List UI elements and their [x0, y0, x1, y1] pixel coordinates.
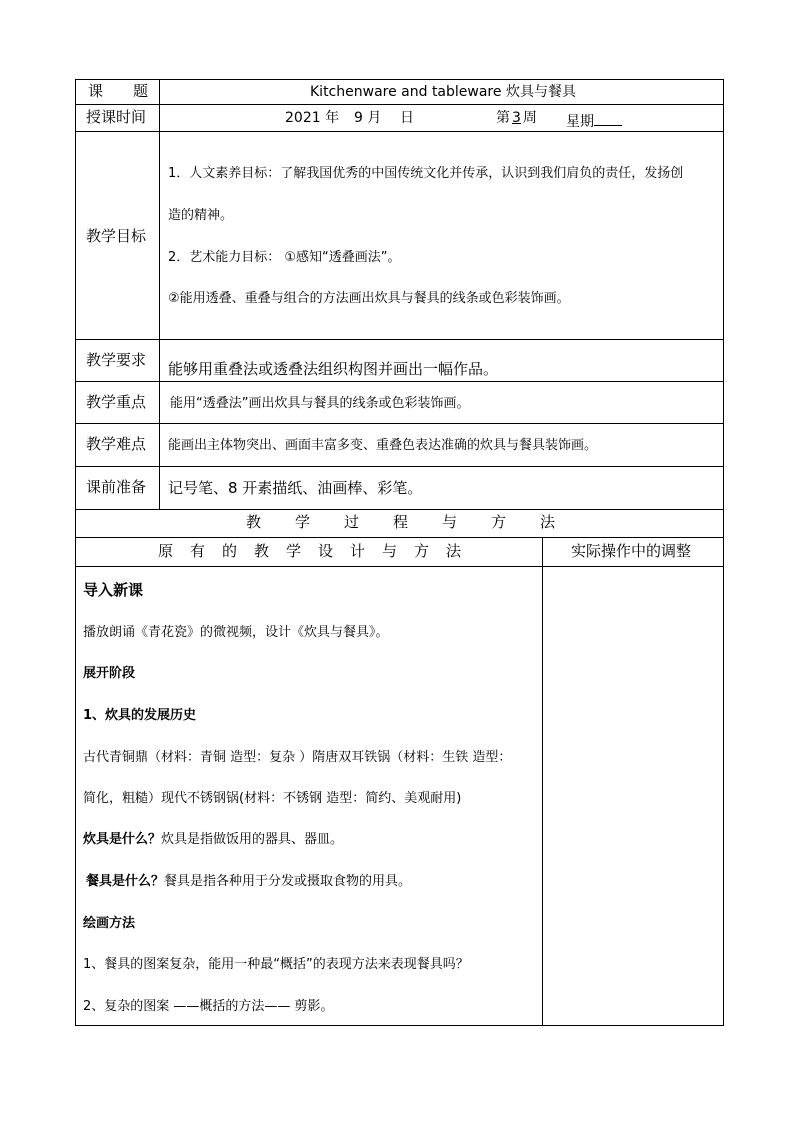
- rule-after-goals: [75, 339, 724, 340]
- process-header-4: 与: [442, 513, 458, 531]
- question-cookware: [83, 833, 343, 846]
- design-header-6: 计: [350, 542, 366, 560]
- rule-after-topic: [75, 104, 724, 105]
- time-week: [496, 111, 537, 125]
- process-header-1: 学: [295, 513, 311, 531]
- week-number: 3: [512, 110, 521, 126]
- difficulties-label: 教学难点: [86, 435, 147, 453]
- question-cookware-text: 炊具是指做饭用的器具、器皿。: [161, 832, 344, 847]
- design-header-4: 学: [286, 542, 302, 560]
- keypoints-value: 能用“透叠法”画出炊具与餐具的线条或色彩装饰画。: [170, 396, 470, 411]
- process-header-6: 法: [540, 513, 556, 531]
- topic-label-a: 课: [88, 82, 104, 100]
- goals-line3: 2．艺术能力目标： ①感知“透叠画法”。: [168, 250, 401, 265]
- difficulties-value: 能画出主体物突出、画面丰富多变、重叠色表达准确的炊具与餐具装饰画。: [168, 438, 598, 453]
- weekday-blank: [594, 111, 622, 126]
- process-header-3: 程: [393, 513, 409, 531]
- preparation-value: 记号笔、8 开素描纸、油画棒、彩笔。: [168, 479, 423, 497]
- weekday-label: 星期: [566, 114, 594, 130]
- label-column-divider: [159, 79, 160, 510]
- method-line1: 1、餐具的图案复杂，能用一种最“概括”的表现方法来表现餐具吗？: [83, 957, 469, 972]
- requirements-value: 能够用重叠法或透叠法组织构图并画出一幅作品。: [168, 360, 499, 378]
- rule-after-time: [75, 131, 724, 132]
- rule-after-keypoints: [75, 423, 724, 424]
- border-right: [723, 79, 724, 1026]
- history-line1: 古代青铜鼎（材料：青铜 造型：复杂 ）隋唐双耳铁锅（材料：生铁 造型：: [83, 750, 512, 765]
- method-title: 绘画方法: [83, 916, 136, 931]
- question-tableware-text: 餐具是指各种用于分发或摄取食物的用具。: [164, 874, 412, 889]
- time-month: 9 月: [354, 110, 382, 126]
- rule-after-process-header: [75, 537, 724, 538]
- design-header-8: 方: [414, 542, 430, 560]
- rule-after-subheader: [75, 566, 724, 567]
- time-weekday: [566, 111, 622, 129]
- border-top: [75, 79, 724, 80]
- design-header-5: 设: [318, 542, 334, 560]
- rule-after-requirements: [75, 381, 724, 382]
- question-cookware-bold: 炊具是什么？: [83, 832, 162, 847]
- design-header-0: 原: [158, 542, 174, 560]
- border-bottom: [75, 1025, 724, 1026]
- goals-line1: 1．人文素养目标：了解我国优秀的中国传统文化并传承，认识到我们肩负的责任，发扬创: [168, 166, 684, 181]
- border-left: [75, 79, 76, 1026]
- rule-after-difficulties: [75, 466, 724, 467]
- design-header-9: 法: [446, 542, 462, 560]
- question-tableware-bold: 餐具是什么？: [86, 874, 165, 889]
- goals-label: 教学目标: [86, 227, 147, 245]
- question-tableware: [86, 875, 411, 888]
- rule-after-preparation: [75, 509, 724, 510]
- process-header-0: 教: [246, 513, 262, 531]
- preparation-label: 课前准备: [86, 478, 147, 496]
- adjustment-header: 实际操作中的调整: [571, 542, 692, 560]
- history-line2: 简化，粗糙）现代不锈钢锅(材料：不锈钢 造型：简约、美观耐用): [83, 791, 462, 806]
- history-title: 1、炊具的发展历史: [83, 708, 197, 723]
- time-label: 授课时间: [86, 108, 147, 126]
- design-header-2: 的: [222, 542, 238, 560]
- topic-value: Kitchenware and tableware 炊具与餐具: [310, 84, 576, 100]
- intro-title: 导入新课: [83, 581, 144, 599]
- intro-text: 播放朗诵《青花瓷》的微视频，设计《炊具与餐具》。: [83, 625, 389, 640]
- method-line2: 2、复杂的图案 ——概括的方法—— 剪影。: [83, 999, 334, 1014]
- keypoints-label: 教学重点: [86, 393, 147, 411]
- week-suffix: 周: [522, 110, 537, 126]
- week-prefix: 第: [496, 110, 510, 126]
- goals-line2: 造的精神。: [168, 208, 234, 223]
- topic-label-b: 题: [133, 82, 149, 100]
- stage-title: 展开阶段: [83, 666, 136, 681]
- time-year: 2021 年: [285, 110, 340, 126]
- adjustment-column-divider: [542, 537, 543, 1026]
- goals-line4: ②能用透叠、重叠与组合的方法画出炊具与餐具的线条或色彩装饰画。: [168, 291, 570, 306]
- design-header-7: 与: [382, 542, 398, 560]
- time-day: 日: [400, 110, 414, 126]
- requirements-label: 教学要求: [86, 351, 147, 369]
- process-header-5: 方: [491, 513, 507, 531]
- design-header-3: 教: [254, 542, 270, 560]
- design-header-1: 有: [190, 542, 206, 560]
- process-header-2: 过: [344, 513, 360, 531]
